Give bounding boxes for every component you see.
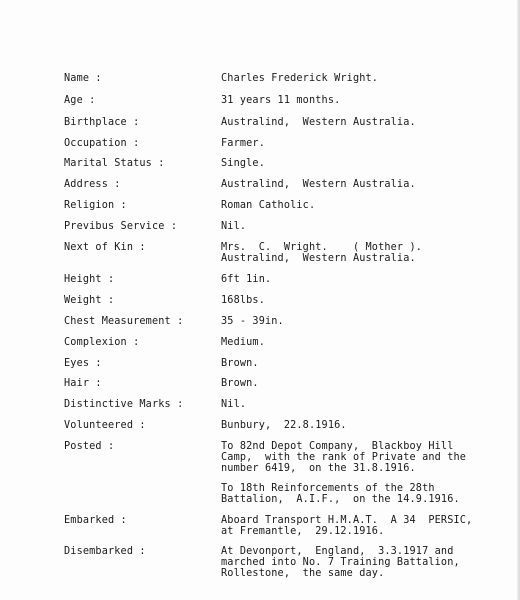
field-value-line: marched into No. 7 Training Battalion, <box>221 557 460 568</box>
field-label: Height : <box>64 274 115 285</box>
field-label: Weight : <box>64 295 115 306</box>
field-label: Chest Measurement : <box>64 316 184 327</box>
field-value-line: Rollestone, the same day. <box>221 568 385 579</box>
field-value: 35 - 39in. <box>221 316 284 327</box>
field-label: Volunteered : <box>64 420 146 431</box>
field-label: Birthplace : <box>64 117 140 128</box>
field-label: Previbus Service : <box>64 221 178 232</box>
field-value: Charles Frederick Wright. <box>221 73 379 84</box>
field-label: Posted : <box>64 441 115 452</box>
field-value-line: Australind, Western Australia. <box>221 253 416 264</box>
field-label: Religion : <box>64 200 127 211</box>
field-value-line: Camp, with the rank of Private and the <box>221 452 467 463</box>
field-value: Farmer. <box>221 138 265 149</box>
field-label: Name : <box>64 73 102 84</box>
field-value-line: Mrs. C. Wright. ( Mother ). <box>221 242 423 253</box>
field-label: Marital Status : <box>64 158 165 169</box>
field-value-line: To 18th Reinforcements of the 28th <box>221 483 435 494</box>
field-value: Australind, Western Australia. <box>221 179 416 190</box>
field-value: Medium. <box>221 337 265 348</box>
field-value-line: At Devonport, England, 3.3.1917 and <box>221 546 454 557</box>
field-label: Embarked : <box>64 515 127 526</box>
field-value: Australind, Western Australia. <box>221 117 416 128</box>
field-value: Roman Catholic. <box>221 200 316 211</box>
field-value: 31 years 11 months. <box>221 95 341 106</box>
field-label: Complexion : <box>64 337 140 348</box>
field-label: Distinctive Marks : <box>64 399 184 410</box>
field-value: Nil. <box>221 399 247 410</box>
field-value-line: To 82nd Depot Company, Blackboy Hill <box>221 441 454 452</box>
field-value: Brown. <box>221 358 259 369</box>
field-label: Hair : <box>64 378 102 389</box>
field-value: Brown. <box>221 378 259 389</box>
field-value: Bunbury, 22.8.1916. <box>221 420 347 431</box>
field-value-line: Battalion, A.I.F., on the 14.9.1916. <box>221 494 460 505</box>
field-label: Occupation : <box>64 138 140 149</box>
field-value: 168lbs. <box>221 295 265 306</box>
field-value: Single. <box>221 158 265 169</box>
field-value-line: number 6419, on the 31.8.1916. <box>221 463 416 474</box>
field-value-line: at Fremantle, 29.12.1916. <box>221 526 385 537</box>
field-label: Disembarked : <box>64 546 146 557</box>
field-label: Age : <box>64 95 96 106</box>
field-value: Nil. <box>221 221 247 232</box>
field-value: 6ft 1in. <box>221 274 272 285</box>
field-value-line: Aboard Transport H.M.A.T. A 34 PERSIC, <box>221 515 473 526</box>
field-label: Eyes : <box>64 358 102 369</box>
field-label: Next of Kin : <box>64 242 146 253</box>
field-label: Address : <box>64 179 121 190</box>
